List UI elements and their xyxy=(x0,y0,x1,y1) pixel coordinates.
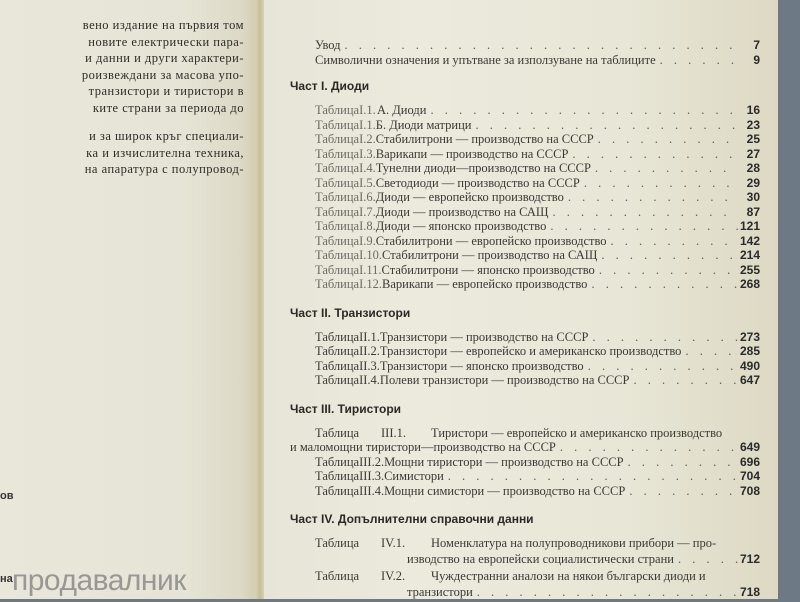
table-number: IV.1. xyxy=(381,536,406,550)
toc-entry xyxy=(290,344,760,359)
page-number: 28 xyxy=(746,161,760,175)
entry-label-continued: транзистори xyxy=(407,585,473,599)
page-number: 490 xyxy=(739,358,760,373)
dot-leader xyxy=(564,190,738,205)
dot-leader xyxy=(674,552,738,567)
text-line: на апаратура с полупровод- xyxy=(84,162,244,176)
entry-label: Номенклатура на полупроводникови прибори — про- xyxy=(431,536,717,550)
dot-leader xyxy=(681,344,738,359)
entry-label: Светодиоди — производство на СССР xyxy=(375,175,580,190)
table-prefix: Таблица xyxy=(315,358,360,373)
dot-leader xyxy=(656,53,738,68)
toc-entry xyxy=(290,263,760,278)
entry-label: Чуждестранни аналози на някои български диоди и xyxy=(431,569,706,583)
table-number: I.1. xyxy=(359,117,376,132)
toc-entry xyxy=(290,455,760,470)
dot-leader xyxy=(625,484,738,499)
table-prefix: Таблица xyxy=(315,233,360,248)
entry-label: Тунелни диоди—производство на СССР xyxy=(375,161,591,175)
table-number: I.6. xyxy=(359,190,376,204)
page-number: 27 xyxy=(746,146,760,161)
toc-entry-continuation xyxy=(290,552,760,569)
toc-entry xyxy=(290,132,760,147)
text-line: транзистори и тиристори в xyxy=(88,84,244,98)
page-number: 16 xyxy=(746,103,760,117)
page-number: 718 xyxy=(739,585,760,599)
table-number: II.4. xyxy=(359,373,380,387)
dot-leader xyxy=(588,330,738,345)
page-number: 29 xyxy=(746,175,760,190)
page-number: 255 xyxy=(739,262,760,277)
dot-leader xyxy=(624,455,738,470)
table-number: III.2. xyxy=(359,454,385,469)
toc-entry xyxy=(290,469,760,484)
page-number: 712 xyxy=(739,552,760,566)
entry-label: Транзистори — европейско и американско производство xyxy=(379,344,682,358)
page-number: 708 xyxy=(739,483,760,498)
toc-entry xyxy=(290,569,760,585)
table-number: I.3. xyxy=(359,146,376,161)
page-number: 273 xyxy=(739,329,760,344)
page-number: 696 xyxy=(739,454,760,469)
text-line: роизвеждани за масова упо- xyxy=(81,67,244,82)
text-line: вено издание на първия том xyxy=(82,18,244,32)
page-number: 268 xyxy=(739,277,760,291)
entry-label: Мощни тиристори — производство на СССР xyxy=(384,454,624,469)
page-number: 121 xyxy=(739,219,760,233)
page-number: 30 xyxy=(746,190,760,204)
entry-label: Б. Диоди матрици xyxy=(375,117,472,132)
dot-leader xyxy=(629,373,738,388)
table-prefix: Таблица xyxy=(315,204,360,219)
entry-label: Стабилитрони — производство на САЩ xyxy=(382,248,598,262)
toc-entry xyxy=(290,373,760,388)
table-number: III.3. xyxy=(359,469,385,483)
table-number: IV.2. xyxy=(381,569,406,583)
dot-leader xyxy=(594,132,738,147)
table-prefix: Таблица xyxy=(315,536,360,550)
page-number: 649 xyxy=(739,440,760,454)
entry-label: Диоди — производство на САЩ xyxy=(375,204,549,219)
table-prefix: Таблица xyxy=(315,373,360,387)
table-prefix: Таблица xyxy=(315,117,360,132)
text-line: ките страни за периода до xyxy=(92,100,244,115)
text-line: и данни и други характери- xyxy=(85,51,244,65)
table-number: II.2. xyxy=(359,344,380,358)
toc-entry-continuation xyxy=(290,440,760,455)
toc-entry xyxy=(290,484,760,499)
dot-leader xyxy=(597,248,738,263)
page-number: 647 xyxy=(739,373,760,387)
paragraph xyxy=(0,17,244,116)
entry-label: Стабилитрони — японско производство xyxy=(381,262,595,277)
dot-leader xyxy=(591,161,738,176)
page-number: 9 xyxy=(753,52,760,67)
entry-label: Транзистори — японско производство xyxy=(379,358,584,373)
entry-label-continued: и маломощни тиристори—производство на СССР xyxy=(290,440,556,454)
page-number: 23 xyxy=(746,117,760,132)
table-number: III.1. xyxy=(381,425,406,440)
toc-entry xyxy=(290,426,760,441)
entry-label: А. Диоди xyxy=(377,103,427,117)
table-prefix: Таблица xyxy=(315,454,360,469)
table-number: I.5. xyxy=(359,175,376,190)
table-number: I.12. xyxy=(359,277,383,291)
table-number: I.10. xyxy=(359,248,383,262)
toc-entry xyxy=(290,219,760,234)
text-fragment: на xyxy=(0,573,13,585)
text-line: новите електрически пара- xyxy=(88,34,244,49)
toc-entry xyxy=(290,161,760,176)
page-number: 142 xyxy=(739,233,760,248)
table-number: II.3. xyxy=(359,358,380,373)
toc-entry xyxy=(290,147,760,162)
table-number: I.1. xyxy=(359,103,376,117)
table-prefix: Таблица xyxy=(315,425,360,440)
dot-leader xyxy=(548,205,738,220)
left-page-text xyxy=(0,17,244,190)
table-prefix: Таблица xyxy=(315,161,360,175)
table-number: I.8. xyxy=(359,219,376,233)
entry-label: Стабилитрони — производство на СССР xyxy=(375,132,594,146)
table-number: II.1. xyxy=(359,329,380,344)
dot-leader xyxy=(556,440,738,455)
text-line: ка и изчислителна техника, xyxy=(86,145,244,160)
entry-label: Тиристори — европейско и американско производство xyxy=(431,425,723,440)
page-number: 7 xyxy=(753,38,760,52)
entry-label: Увод xyxy=(315,38,341,52)
entry-label-continued: изводство на европейски социалистически страни xyxy=(407,552,674,566)
dot-leader xyxy=(607,234,738,249)
entry-label: Варикапи — европейско производство xyxy=(382,277,588,291)
toc-entry xyxy=(290,330,760,345)
toc-entry xyxy=(290,118,760,133)
table-prefix: Таблица xyxy=(315,262,360,277)
toc-entry xyxy=(290,536,760,552)
watermark-logo: продавалник xyxy=(12,564,186,597)
toc-entry xyxy=(290,205,760,220)
toc-entry xyxy=(290,190,760,205)
dot-leader xyxy=(546,219,738,234)
entry-label: Полеви транзистори — производство на СССР xyxy=(379,373,630,387)
table-prefix: Таблица xyxy=(315,219,360,233)
table-number: I.4. xyxy=(359,161,376,175)
entry-label: Диоди — японско производство xyxy=(375,219,547,233)
table-number: I.9. xyxy=(359,233,376,248)
toc-entry xyxy=(290,103,760,118)
entry-label: Варикапи — производство на СССР xyxy=(375,146,569,161)
text-fragment: ов xyxy=(0,490,14,502)
table-prefix: Таблица xyxy=(315,483,360,498)
table-prefix: Таблица xyxy=(315,103,360,117)
part-heading: Част II. Транзистори xyxy=(290,305,411,320)
paragraph xyxy=(0,128,244,178)
entry-label: Стабилитрони — европейско производство xyxy=(375,233,607,248)
dot-leader xyxy=(587,277,738,292)
table-prefix: Таблица xyxy=(315,175,360,190)
table-prefix: Таблица xyxy=(315,146,360,161)
dot-leader xyxy=(473,585,738,600)
table-number: I.11. xyxy=(359,262,382,277)
dot-leader xyxy=(341,38,738,53)
table-prefix: Таблица xyxy=(315,469,360,483)
toc-entry-continuation xyxy=(290,585,760,602)
entry-label: Диоди — европейско производство xyxy=(375,190,564,204)
toc-entry xyxy=(290,234,760,249)
toc-entry xyxy=(290,359,760,374)
toc-entry xyxy=(290,277,760,292)
dot-leader xyxy=(584,359,738,374)
table-prefix: Таблица xyxy=(315,344,360,358)
table-number: I.2. xyxy=(359,132,376,146)
toc-entry xyxy=(290,176,760,191)
dot-leader xyxy=(426,103,738,118)
table-prefix: Таблица xyxy=(315,277,360,291)
entry-label: Симистори xyxy=(384,469,444,483)
dot-leader xyxy=(580,176,738,191)
dot-leader xyxy=(471,118,738,133)
toc-entry xyxy=(290,38,760,53)
table-number: I.7. xyxy=(359,204,376,219)
page-number: 214 xyxy=(739,248,760,262)
page-number: 704 xyxy=(739,469,760,483)
text-line: и за широк кръг специали- xyxy=(89,129,244,143)
page-number: 285 xyxy=(739,344,760,358)
dot-leader xyxy=(568,147,738,162)
table-number: III.4. xyxy=(359,483,385,498)
entry-label: Транзистори — производство на СССР xyxy=(379,329,589,344)
table-prefix: Таблица xyxy=(315,248,360,262)
part-heading: Част III. Тиристори xyxy=(290,401,402,416)
table-prefix: Таблица xyxy=(315,190,360,204)
dot-leader xyxy=(444,469,738,484)
page-number: 87 xyxy=(746,204,760,219)
left-page xyxy=(0,0,262,599)
toc-entry xyxy=(290,53,760,68)
table-prefix: Таблица xyxy=(315,132,360,146)
table-prefix: Таблица xyxy=(315,329,360,344)
entry-label: Мощни симистори — производство на СССР xyxy=(384,483,626,498)
part-heading: Част IV. Допълнителни справочни данни xyxy=(290,512,534,526)
dot-leader xyxy=(595,263,738,278)
part-heading: Част I. Диоди xyxy=(290,79,370,93)
page-number: 25 xyxy=(746,132,760,146)
table-of-contents xyxy=(290,38,760,602)
toc-entry xyxy=(290,248,760,263)
entry-label: Символични означения и упътване за използуване на таблиците xyxy=(315,52,656,67)
table-prefix: Таблица xyxy=(315,569,360,583)
